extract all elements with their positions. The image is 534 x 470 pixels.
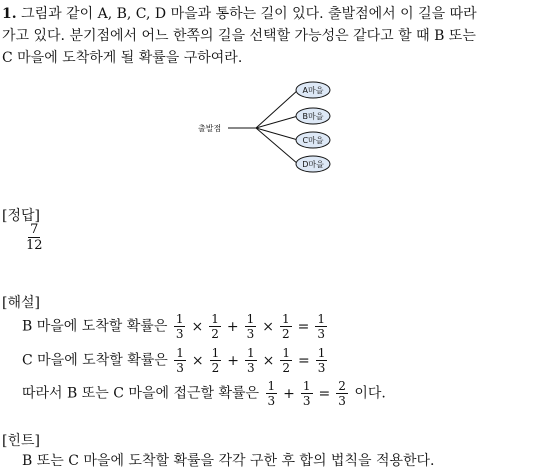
times-sign: × <box>262 318 274 335</box>
fraction-denominator: 3 <box>176 361 184 375</box>
answer-numerator: 7 <box>30 222 39 237</box>
fraction-denominator: 2 <box>282 361 290 375</box>
answer-fraction <box>22 223 47 252</box>
solution-suffix: 이다. <box>354 385 386 402</box>
solution-line-1 <box>22 313 329 340</box>
solution-label: [해설] <box>2 295 40 311</box>
path-diagram <box>196 80 346 180</box>
solution-text-3: 따라서 B 또는 C 마을에 접근할 확률은 <box>22 385 260 402</box>
fraction-numerator: 1 <box>175 312 184 326</box>
fraction-denominator: 2 <box>281 327 290 341</box>
fraction-numerator: 1 <box>282 346 290 360</box>
fraction-denominator: 2 <box>211 327 219 341</box>
fraction-denominator: 3 <box>246 361 255 375</box>
fraction-denominator: 3 <box>175 327 184 341</box>
question-text-2: 가고 있다. 분기점에서 어느 한쪽의 길을 선택할 가능성은 같다고 할 때 B 또는 <box>2 28 476 44</box>
equals-sign: = <box>297 318 310 335</box>
fraction-denominator: 3 <box>317 327 325 341</box>
plus-sign: + <box>227 352 239 369</box>
hint-text: B 또는 C 마을에 도착할 확률을 각각 구한 후 합의 법칙을 적용한다. <box>22 453 435 469</box>
fraction-numerator: 1 <box>176 346 184 360</box>
fraction-numerator: 1 <box>302 379 311 393</box>
solution-line-3 <box>22 380 386 407</box>
plus-sign: + <box>283 385 295 402</box>
solution-line-2 <box>22 347 329 374</box>
fraction-denominator: 3 <box>338 394 346 408</box>
fraction-denominator: 3 <box>267 394 276 408</box>
times-sign: × <box>191 318 204 335</box>
fraction-numerator: 1 <box>211 346 220 360</box>
fraction-numerator: 2 <box>338 379 346 393</box>
fraction-numerator: 1 <box>281 312 290 326</box>
fraction-numerator: 1 <box>317 346 326 360</box>
start-label: 출발점 <box>198 124 222 133</box>
town-a-label: A마을 <box>302 86 324 95</box>
town-c-label: C마을 <box>302 136 324 145</box>
fraction-numerator: 1 <box>246 312 255 326</box>
answer-denominator: 12 <box>26 238 43 253</box>
fraction-denominator: 3 <box>317 361 326 375</box>
question-text-1: 그림과 같이 A, B, C, D 마을과 통하는 길이 있다. 출발점에서 이 길을 따라 <box>21 6 477 22</box>
town-b-label: B마을 <box>302 112 324 121</box>
equals-sign: = <box>318 385 331 402</box>
solution-text-2: C 마을에 도착할 확률은 <box>22 352 168 369</box>
answer-label: [정답] <box>2 208 40 224</box>
fraction-numerator: 1 <box>267 379 276 393</box>
path-to-d <box>256 128 298 164</box>
fraction-numerator: 1 <box>246 346 255 360</box>
fraction-denominator: 2 <box>211 361 220 375</box>
fraction-numerator: 1 <box>317 312 325 326</box>
times-sign: × <box>262 352 275 369</box>
plus-sign: + <box>226 318 239 335</box>
times-sign: × <box>191 352 204 369</box>
town-d-label: D마을 <box>302 160 324 169</box>
equals-sign: = <box>298 352 310 369</box>
fraction-denominator: 3 <box>246 327 255 341</box>
hint-label: [힌트] <box>2 433 40 449</box>
fraction-numerator: 1 <box>211 312 219 326</box>
question-text-3: C 마을에 도착하게 될 확률을 구하여라. <box>2 50 243 66</box>
solution-text-1: B 마을에 도착할 확률은 <box>22 318 168 335</box>
question-number: 1. <box>2 6 17 22</box>
fraction-denominator: 3 <box>302 394 311 408</box>
question-line-1 <box>2 3 477 23</box>
